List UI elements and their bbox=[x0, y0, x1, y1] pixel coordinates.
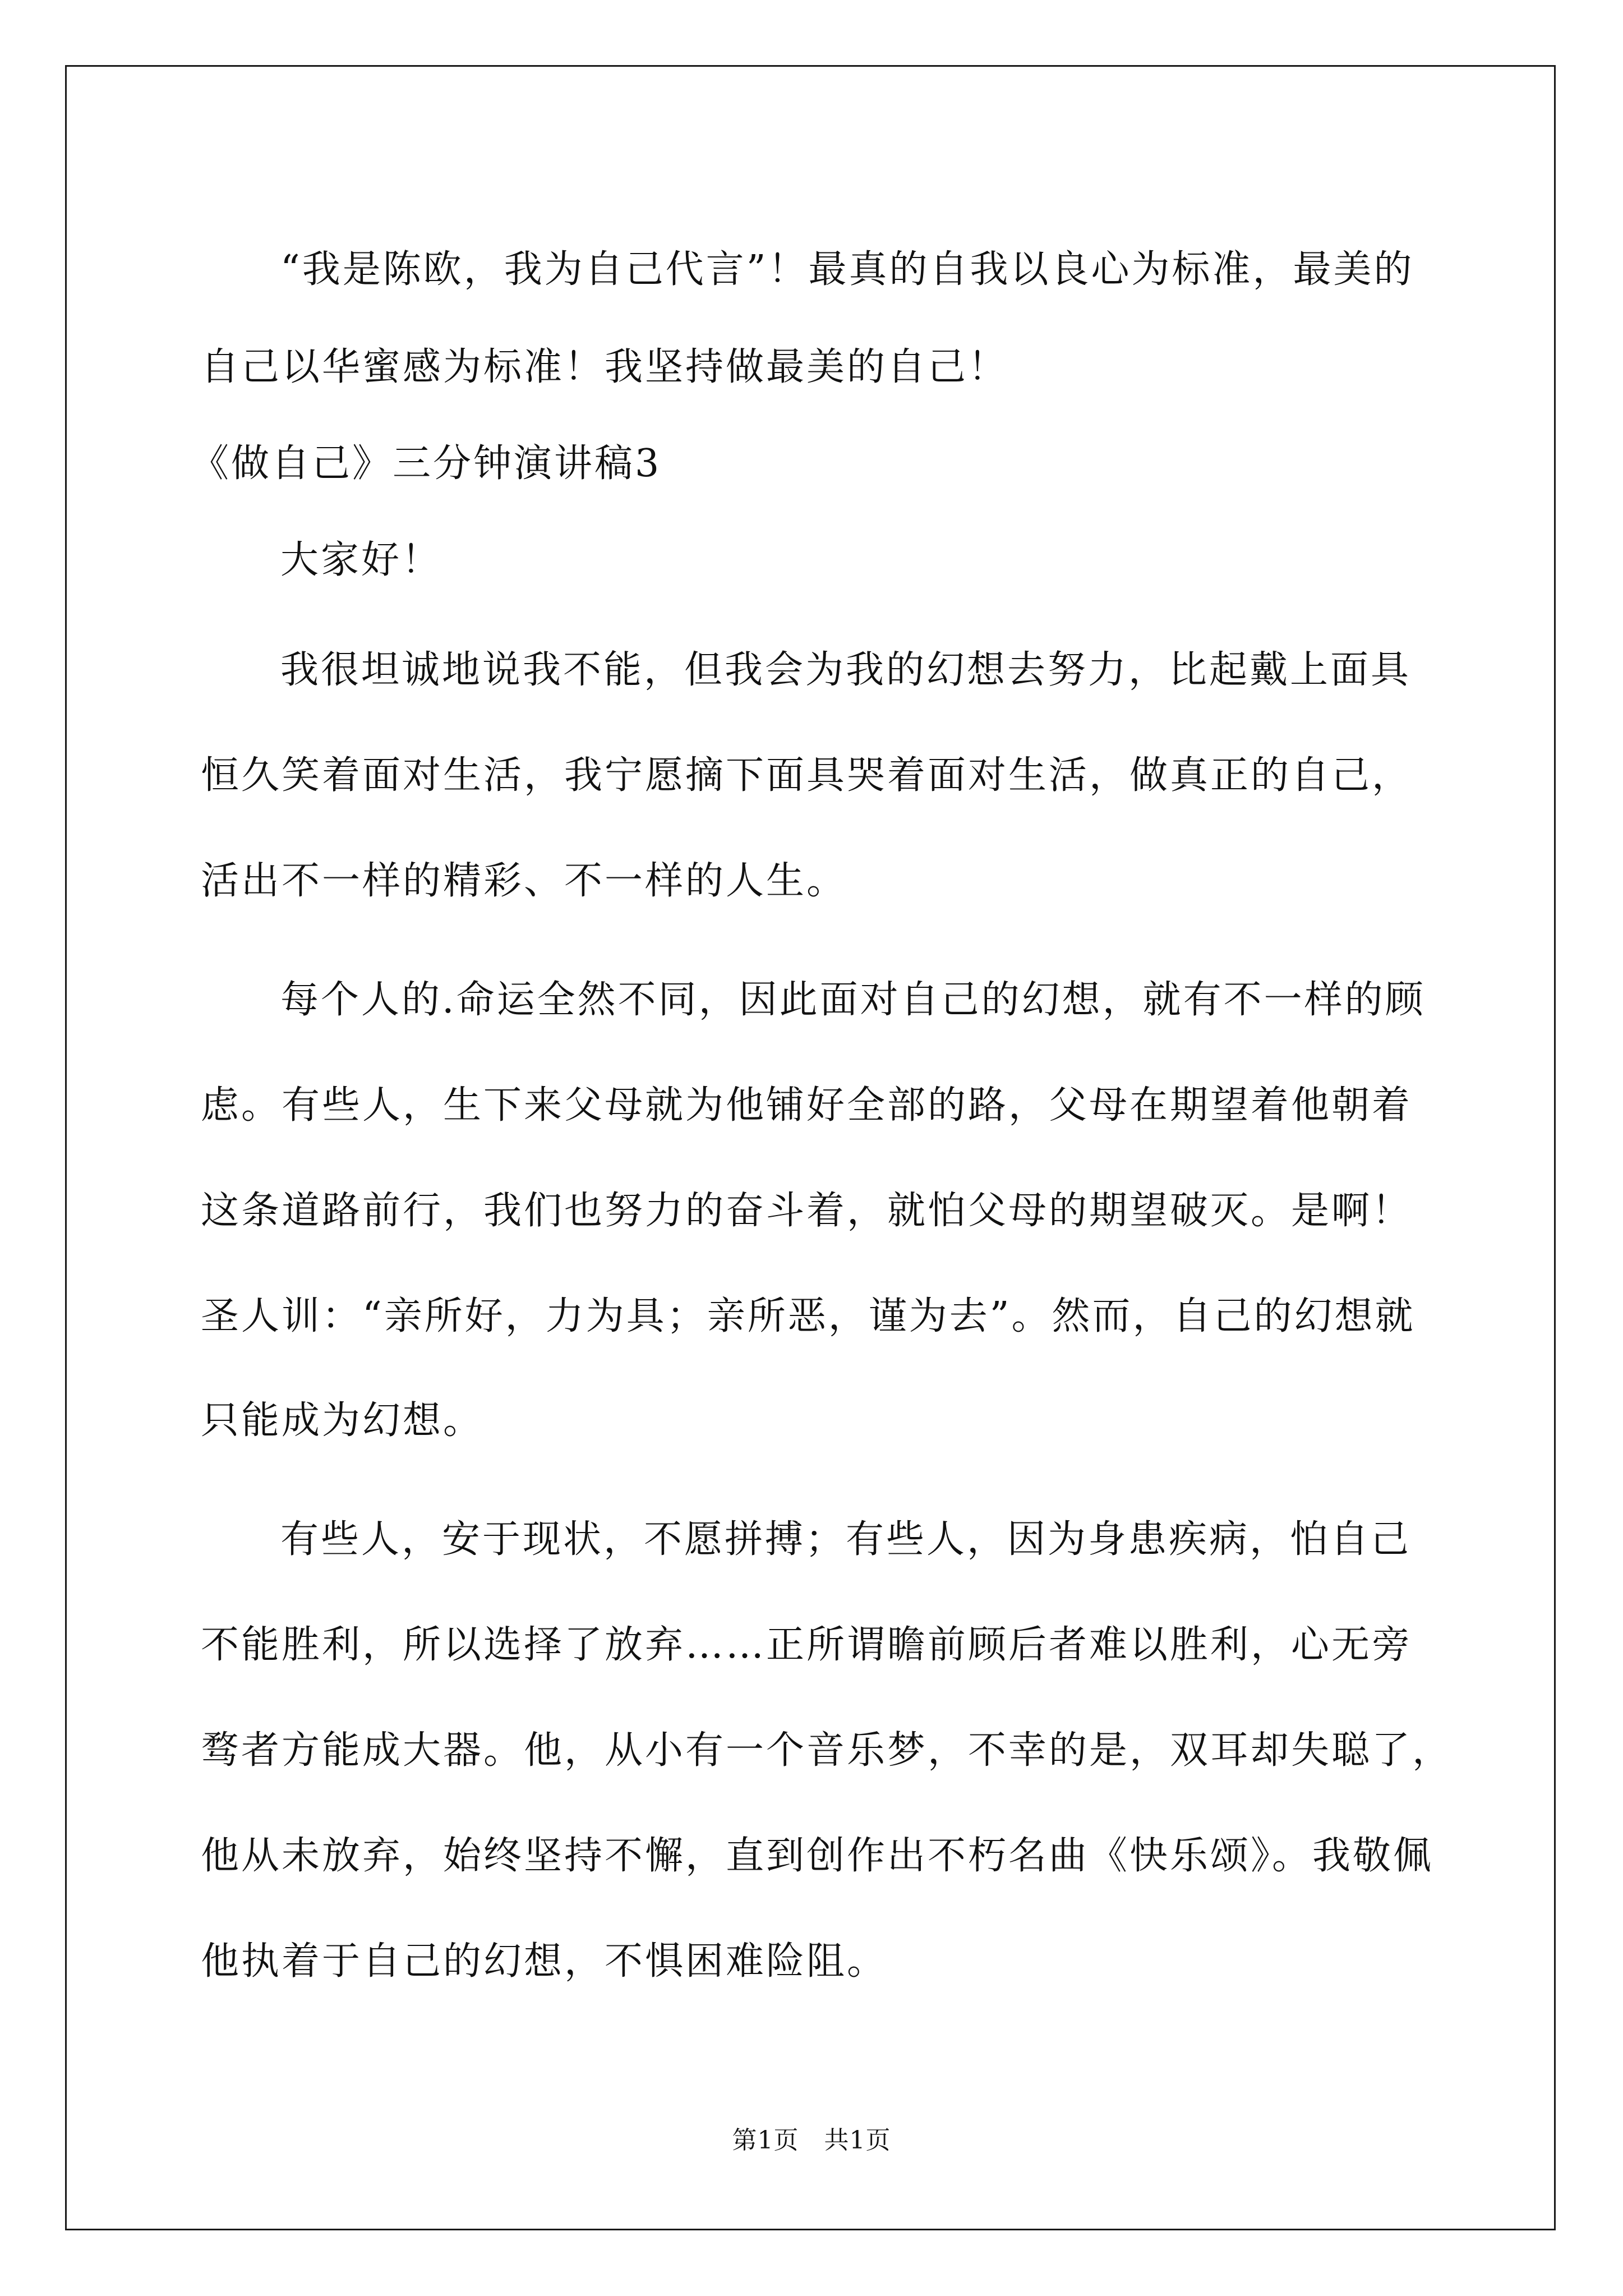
paragraph-line: 虑。有些人，生下来父母就为他铺好全部的路，父母在期望着他朝着 bbox=[201, 1083, 1413, 1128]
paragraph-line: 有些人，安于现状，不愿拼搏；有些人，因为身患疾病，怕自己 bbox=[280, 1517, 1412, 1562]
paragraph-line: 骛者方能成大器。他，从小有一个音乐梦，不幸的是，双耳却失聪了， bbox=[201, 1728, 1453, 1773]
paragraph-line: 圣人训：“亲所好，力为具；亲所恶，谨为去”。然而，自己的幻想就 bbox=[201, 1294, 1415, 1338]
paragraph-line: 每个人的.命运全然不同，因此面对自己的幻想，就有不一样的顾 bbox=[280, 978, 1426, 1022]
paragraph-line: 自己以华蜜感为标准！我坚持做最美的自己！ bbox=[201, 345, 1009, 389]
page-number-footer: 第1页 共1页 bbox=[732, 2126, 891, 2155]
paragraph-line: 他执着于自己的幻想，不惧困难险阻。 bbox=[201, 1939, 888, 1984]
greeting-line: 大家好！ bbox=[280, 538, 442, 582]
paragraph-line: 他从未放弃，始终坚持不懈，直到创作出不朽名曲《快乐颂》。我敬佩 bbox=[201, 1834, 1434, 1878]
paragraph-line: “我是陈欧，我为自己代言”！最真的自我以良心为标准，最美的 bbox=[280, 247, 1414, 292]
section-heading: 《做自己》三分钟演讲稿3 bbox=[191, 441, 662, 486]
paragraph-line: 我很坦诚地说我不能，但我会为我的幻想去努力，比起戴上面具 bbox=[280, 648, 1412, 692]
paragraph-line: 不能胜利，所以选择了放弃……正所谓瞻前顾后者难以胜利，心无旁 bbox=[201, 1623, 1413, 1667]
paragraph-line: 活出不一样的精彩、不一样的人生。 bbox=[201, 859, 847, 903]
paragraph-line: 恒久笑着面对生活，我宁愿摘下面具哭着面对生活，做真正的自己， bbox=[201, 753, 1413, 798]
paragraph-line: 这条道路前行，我们也努力的奋斗着，就怕父母的期望破灭。是啊！ bbox=[201, 1189, 1413, 1233]
paragraph-line: 只能成为幻想。 bbox=[201, 1398, 484, 1443]
